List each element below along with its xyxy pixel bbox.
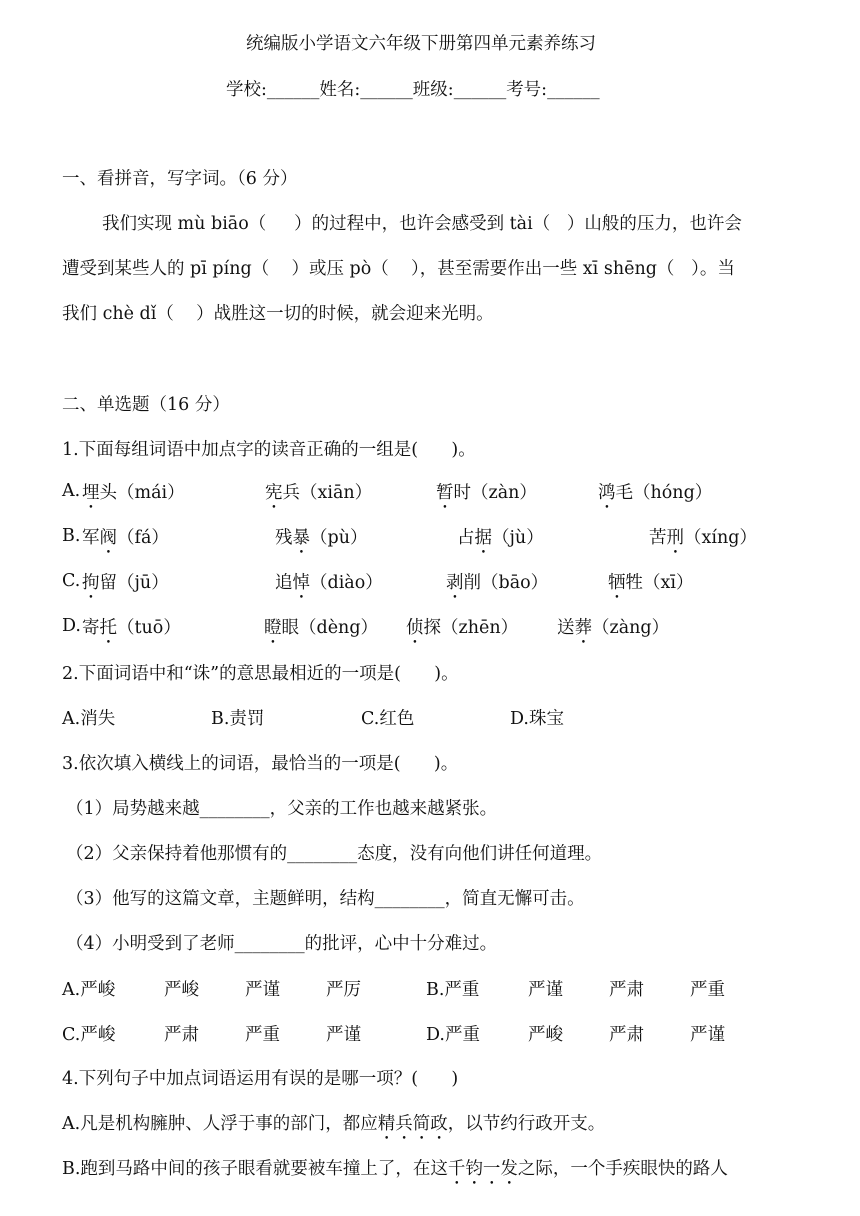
page-title: 统编版小学语文六年级下册第四单元素养练习 <box>246 34 596 54</box>
q1-option-d-letter: D. <box>62 616 81 636</box>
dotted-char: 埋 <box>82 483 100 503</box>
q3-option-a-word: 严峻 <box>164 980 199 1000</box>
q3-option-d-word: 严肃 <box>609 1025 644 1045</box>
q4-option-a: A.凡是机构臃肿、人浮于事的部门，都应精兵简政，以节约行政开支。 <box>62 1114 606 1134</box>
q3-stem: 3.依次填入横线上的词语，最恰当的一项是( )。 <box>62 754 459 774</box>
q2-stem: 2.下面词语中和“诛”的意思最相近的一项是( )。 <box>62 664 459 684</box>
q1-option-b-letter: B. <box>62 526 81 546</box>
q4-option-b: B.跑到马路中间的孩子眼看就要被车撞上了，在这千钧一发之际，一个手疾眼快的路人 <box>62 1159 728 1179</box>
q1-option-a-word: 暂时（zàn） <box>436 483 537 503</box>
q3-option-a-word: A.严峻 <box>62 980 116 1000</box>
q3-option-c-word: C.严峻 <box>62 1025 116 1045</box>
q3-option-d-word: 严谨 <box>690 1025 725 1045</box>
q1-option-b-word: 残暴（pù） <box>275 528 368 548</box>
q3-item-2: （2）父亲保持着他那惯有的________态度，没有向他们讲任何道理。 <box>66 844 603 864</box>
q3-option-b-word: B.严重 <box>426 980 480 1000</box>
q3-option-c-word: 严重 <box>245 1025 280 1045</box>
dotted-char: 侦 <box>406 618 424 638</box>
dotted-phrase: 精兵简政 <box>377 1114 448 1134</box>
section-1-text-line-2: 遭受到某些人的 pī píng（ ）或压 pò（ ），甚至需要作出一些 xī shēng（ ）。当 <box>62 259 735 279</box>
q4-stem: 4.下列句子中加点词语运用有误的是哪一项？( ) <box>62 1069 459 1089</box>
q3-option-d-word: D.严重 <box>426 1025 480 1045</box>
q1-option-d-word: 寄托（tuō） <box>82 618 181 638</box>
q3-option-a-word: 严谨 <box>245 980 280 1000</box>
q1-option-b-word: 苦刑（xíng） <box>649 528 757 548</box>
q3-option-a-word: 严厉 <box>326 980 361 1000</box>
dotted-char: 葬 <box>574 618 592 638</box>
dotted-char: 宪 <box>265 483 283 503</box>
q1-option-c-word: 追悼（diào） <box>275 573 383 593</box>
q1-option-a-word: 埋头（mái） <box>82 483 185 503</box>
dotted-char: 瞪 <box>264 618 282 638</box>
dotted-char: 暂 <box>436 483 454 503</box>
q1-option-b-word: 军阀（fá） <box>82 528 169 548</box>
dotted-char: 剥 <box>446 573 464 593</box>
dotted-char: 鸿 <box>598 483 616 503</box>
q1-option-d-word: 送葬（zàng） <box>557 618 670 638</box>
q1-option-d-word: 侦探（zhēn） <box>406 618 519 638</box>
q1-option-c-word: 牺牲（xī） <box>608 573 694 593</box>
q3-option-b-word: 严肃 <box>609 980 644 1000</box>
student-info-line: 学校:______姓名:______班级:______考号:______ <box>226 80 600 100</box>
q1-option-d-word: 瞪眼（dèng） <box>264 618 379 638</box>
dotted-char: 托 <box>99 618 117 638</box>
dotted-char: 阀 <box>99 528 117 548</box>
q3-option-b-word: 严重 <box>690 980 725 1000</box>
q3-option-d-word: 严峻 <box>528 1025 563 1045</box>
q3-option-c-word: 严谨 <box>326 1025 361 1045</box>
dotted-char: 牺 <box>608 573 626 593</box>
q1-option-c-word: 拘留（jū） <box>82 573 169 593</box>
q1-option-b-word: 占据（jù） <box>457 528 544 548</box>
q3-option-b-word: 严谨 <box>528 980 563 1000</box>
q2-option-b: B.责罚 <box>211 709 265 729</box>
dotted-char: 悼 <box>292 573 310 593</box>
q1-stem: 1.下面每组词语中加点字的读音正确的一组是( )。 <box>62 440 476 460</box>
q3-item-4: （4）小明受到了老师________的批评，心中十分难过。 <box>66 934 498 954</box>
q3-item-3: （3）他写的这篇文章，主题鲜明，结构________，简直无懈可击。 <box>66 889 585 909</box>
section-1-text-line-3: 我们 chè dǐ（ ）战胜这一切的时候，就会迎来光明。 <box>62 304 494 324</box>
q1-option-c-letter: C. <box>62 571 81 591</box>
q2-option-a: A.消失 <box>62 709 116 729</box>
q3-option-c-word: 严肃 <box>164 1025 199 1045</box>
dotted-phrase: 千钧一发 <box>447 1159 518 1179</box>
q1-option-c-word: 剥削（bāo） <box>446 573 549 593</box>
q2-option-d: D.珠宝 <box>510 709 564 729</box>
section-2-heading: 二、单选题（16 分） <box>62 395 230 415</box>
q1-option-a-word: 宪兵（xiān） <box>265 483 373 503</box>
dotted-char: 拘 <box>82 573 100 593</box>
dotted-char: 刑 <box>666 528 684 548</box>
q1-option-a-letter: A. <box>62 481 81 501</box>
dotted-char: 据 <box>474 528 492 548</box>
section-1-text-line-1: 我们实现 mù biāo（ ）的过程中，也许会感受到 tài（ ）山般的压力，也许会 <box>102 214 742 234</box>
q2-option-c: C.红色 <box>361 709 415 729</box>
q3-item-1: （1）局势越来越________，父亲的工作也越来越紧张。 <box>66 799 498 819</box>
q1-option-a-word: 鸿毛（hóng） <box>598 483 713 503</box>
dotted-char: 暴 <box>292 528 310 548</box>
section-1-heading: 一、看拼音，写字词。（6 分） <box>62 169 298 189</box>
